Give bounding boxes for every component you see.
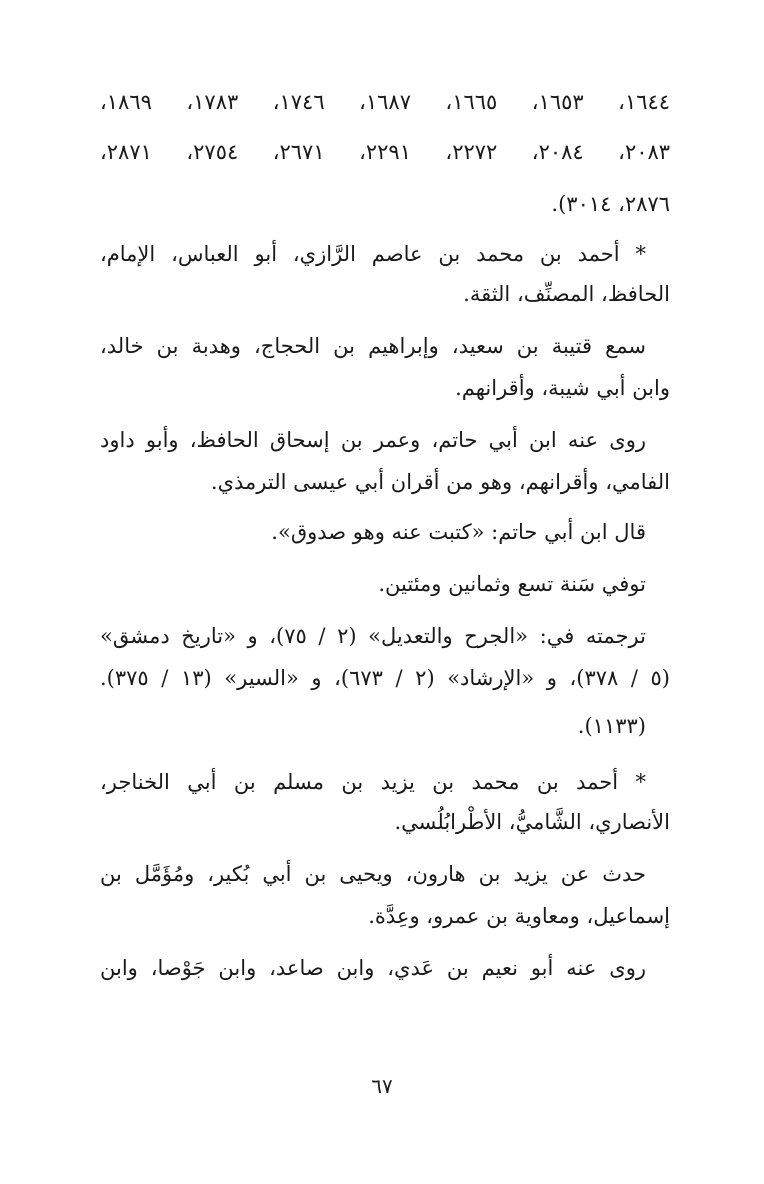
text-line: حدث عن يزيد بن هارون، ويحيى بن أبي بُكير، ومُؤَمَّل بن xyxy=(100,862,646,886)
text-line: ترجمته في: «الجرح والتعديل» (٢ / ٧٥)، و «تاريخ دمشق» xyxy=(100,624,646,648)
text-line: وابن أبي شيبة، وأقرانهم. xyxy=(455,376,670,400)
text-line: توفي سَنة تسع وثمانين ومئتين. xyxy=(378,572,646,596)
text-line: سمع قتيبة بن سعيد، وإبراهيم بن الحجاج، وهدبة بن خالد، xyxy=(100,334,646,358)
text-line: قال ابن أبي حاتم: «كتبت عنه وهو صدوق». xyxy=(271,520,646,544)
text-line: إسماعيل، ومعاوية بن عمرو، وعِدَّة. xyxy=(368,904,670,928)
entry-heading: * أحمد بن محمد بن عاصم الرَّازي، أبو العباس، الإمام، xyxy=(100,242,646,266)
text-line: ٢٨٧٦، ٣٠١٤). xyxy=(551,192,670,216)
text-line: الفامي، وأقرانهم، وهو من أقران أبي عيسى الترمذي. xyxy=(210,470,670,494)
text-line: الحافظ، المصنِّف، الثقة. xyxy=(463,282,670,306)
text-line: روى عنه ابن أبي حاتم، وعمر بن إسحاق الحافظ، وأبو داود xyxy=(100,428,646,452)
text-line: روى عنه أبو نعيم بن عَدي، وابن صاعد، وابن جَوْصا، وابن xyxy=(100,956,646,980)
text-line: الأنصاري، الشَّاميُّ، الأطْرابُلُسي. xyxy=(394,810,670,834)
text-line: ١٦٤٤، ١٦٥٣، ١٦٦٥، ١٦٨٧، ١٧٤٦، ١٧٨٣، ١٨٦٩، xyxy=(100,90,671,114)
text-line: (٥ / ٣٧٨)، و «الإرشاد» (٢ / ٦٧٣)، و «السير» (١٣ / ٣٧٥). xyxy=(100,666,670,690)
entry-heading: * أحمد بن محمد بن يزيد بن مسلم بن أبي الخناجر، xyxy=(100,770,646,794)
text-line: ٢٠٨٣، ٢٠٨٤، ٢٢٧٢، ٢٢٩١، ٢٦٧١، ٢٧٥٤، ٢٨٧١، xyxy=(100,140,671,164)
page-number: ٦٧ xyxy=(371,1074,393,1098)
text-line: (١١٣٣). xyxy=(577,714,646,738)
